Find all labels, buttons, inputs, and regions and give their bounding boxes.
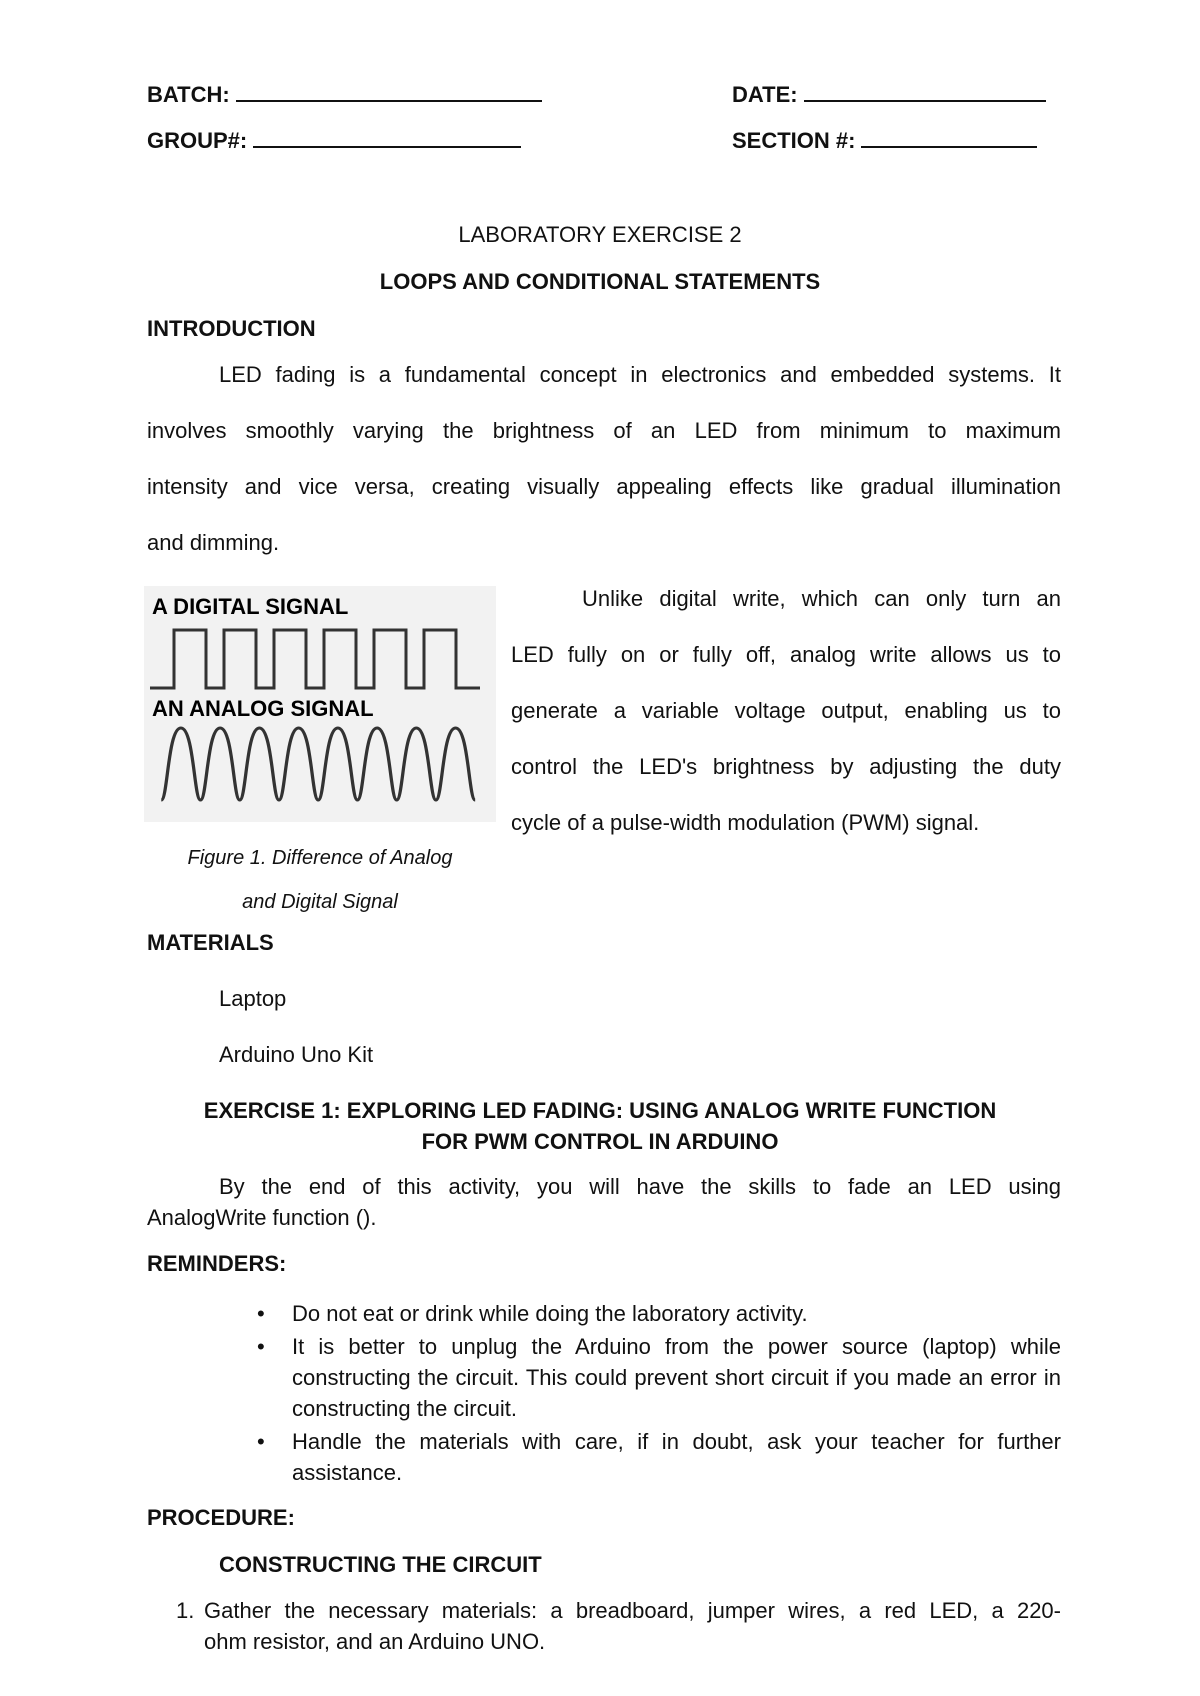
batch-label: BATCH: xyxy=(147,82,230,107)
materials-heading: MATERIALS xyxy=(147,930,274,955)
analog-paragraph-line-4: control the LED's brightness by adjusting the duty xyxy=(511,754,1061,779)
step-1-line-1: Gather the necessary materials: a breadboard, jumper wires, a red LED, a 220- xyxy=(204,1598,1061,1623)
group-field xyxy=(147,128,521,154)
procedure-heading: PROCEDURE: xyxy=(147,1505,295,1530)
date-label: DATE: xyxy=(732,82,798,107)
analog-paragraph-line-1: Unlike digital write, which can only turn an xyxy=(582,586,1061,611)
section-blank xyxy=(861,128,1037,148)
analog-paragraph-line-5: cycle of a pulse-width modulation (PWM) signal. xyxy=(511,810,980,835)
page-subtitle: LOOPS AND CONDITIONAL STATEMENTS xyxy=(379,269,821,294)
intro-paragraph-line-3: intensity and vice versa, creating visually appealing effects like gradual illumination xyxy=(147,474,1061,499)
material-item-arduino: Arduino Uno Kit xyxy=(219,1042,374,1067)
intro-paragraph-line-1: LED fading is a fundamental concept in electronics and embedded systems. It xyxy=(219,362,1061,387)
step-number: 1. xyxy=(176,1598,195,1623)
exercise-description-line-2: AnalogWrite function (). xyxy=(147,1205,377,1230)
page-title: LABORATORY EXERCISE 2 xyxy=(458,222,742,247)
digital-signal-label: A DIGITAL SIGNAL xyxy=(152,594,349,619)
intro-paragraph-line-2: involves smoothly varying the brightness of an LED from minimum to maximum xyxy=(147,418,1061,443)
exercise-description-line-1: By the end of this activity, you will have the skills to fade an LED using xyxy=(219,1174,1061,1199)
signal-figure-svg xyxy=(144,586,496,822)
bullet-icon: • xyxy=(257,1301,265,1326)
batch-blank xyxy=(236,82,542,102)
analog-sine-wave xyxy=(161,728,475,800)
list-item xyxy=(257,1331,1061,1424)
batch-field xyxy=(147,82,542,108)
step-1-line-2: ohm resistor, and an Arduino UNO. xyxy=(204,1629,546,1654)
date-blank xyxy=(804,82,1046,102)
signal-figure xyxy=(144,586,496,822)
intro-paragraph-line-4: and dimming. xyxy=(147,530,280,555)
figure-caption-line-2: and Digital Signal xyxy=(242,891,398,913)
bullet-icon: • xyxy=(257,1429,265,1454)
analog-signal-label: AN ANALOG SIGNAL xyxy=(152,696,374,721)
introduction-heading: INTRODUCTION xyxy=(147,316,316,341)
procedure-subheading: CONSTRUCTING THE CIRCUIT xyxy=(219,1552,542,1577)
group-label: GROUP#: xyxy=(147,128,248,153)
digital-square-wave xyxy=(150,630,480,688)
analog-paragraph-line-2: LED fully on or fully off, analog write allows us to xyxy=(511,642,1061,667)
reminders-list xyxy=(257,1298,1061,1490)
section-label: SECTION #: xyxy=(732,128,856,153)
reminder-text: Do not eat or drink while doing the laboratory activity. xyxy=(292,1301,808,1326)
list-item xyxy=(257,1426,1061,1488)
date-field xyxy=(732,82,1046,108)
material-item-laptop: Laptop xyxy=(219,986,287,1011)
reminder-text: It is better to unplug the Arduino from the power source (laptop) while constructing the circuit. This could prevent short circuit if you made an error in constructing the circuit. xyxy=(292,1334,1061,1421)
analog-paragraph-line-3: generate a variable voltage output, enabling us to xyxy=(511,698,1061,723)
figure-caption-line-1: Figure 1. Difference of Analog xyxy=(187,847,453,869)
section-field xyxy=(732,128,1037,154)
exercise-title-line-1: EXERCISE 1: EXPLORING LED FADING: USING ANALOG WRITE FUNCTION xyxy=(203,1098,997,1123)
reminder-text: Handle the materials with care, if in doubt, ask your teacher for further assistance. xyxy=(292,1429,1061,1485)
group-blank xyxy=(253,128,521,148)
exercise-title-line-2: FOR PWM CONTROL IN ARDUINO xyxy=(421,1129,779,1154)
reminders-heading: REMINDERS: xyxy=(147,1251,287,1276)
bullet-icon: • xyxy=(257,1334,265,1359)
list-item xyxy=(257,1298,1061,1329)
